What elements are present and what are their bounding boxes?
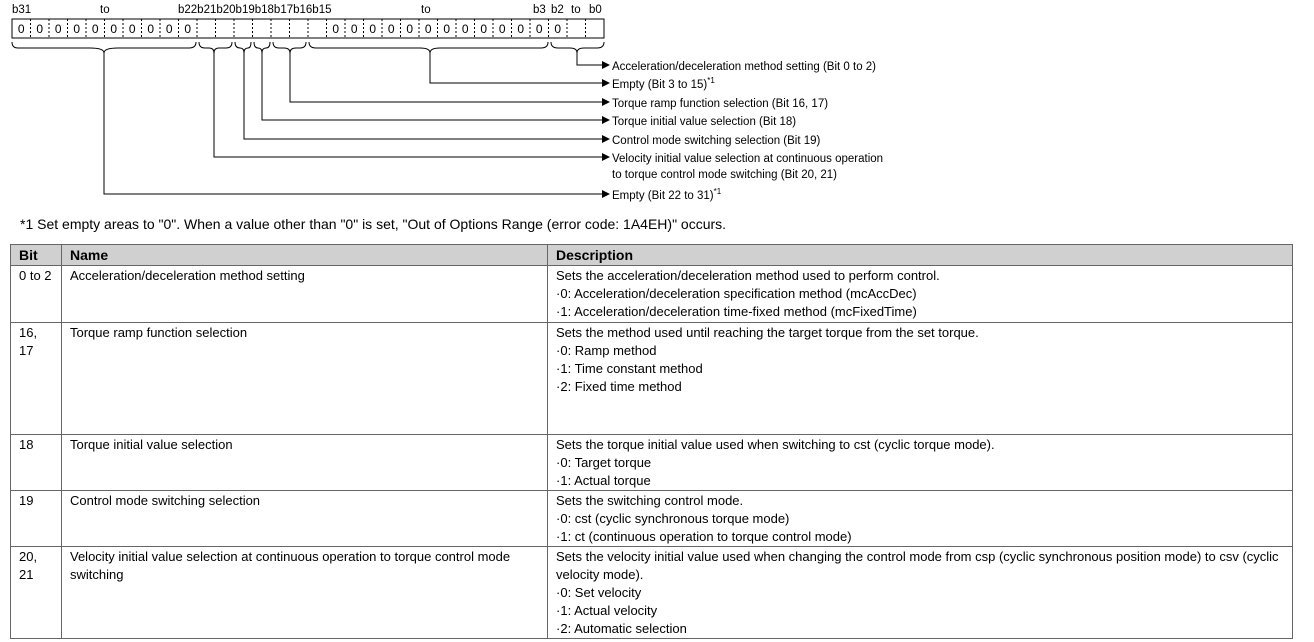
bit-line: 18 bbox=[19, 437, 34, 452]
annotation-bit-3-15: Empty (Bit 3 to 15)$^{*1}$ bbox=[612, 76, 715, 91]
brace-bit-20-21 bbox=[199, 42, 232, 53]
bit-value-b3: 0 bbox=[535, 22, 543, 36]
footnote-ref: *1 bbox=[713, 187, 722, 196]
brace-bit-18 bbox=[254, 42, 270, 53]
label-to-mid: to bbox=[421, 4, 431, 16]
bit-line: 17 bbox=[19, 343, 34, 358]
description-cell bbox=[548, 491, 1293, 547]
description-cell bbox=[548, 435, 1293, 491]
label-b31: b31 bbox=[12, 4, 32, 16]
name-cell: Torque ramp function selection bbox=[62, 323, 548, 435]
name-cell: Acceleration/deceleration method setting bbox=[62, 266, 548, 323]
brace-bit-16-17 bbox=[273, 42, 306, 53]
bit-value-b22: 0 bbox=[184, 22, 192, 36]
leader-bit-16-17 bbox=[290, 53, 609, 102]
bit-value-b7: 0 bbox=[461, 22, 469, 36]
description-cell bbox=[548, 547, 1293, 639]
description-text: Sets the torque initial value used when switching to cst (cyclic torque mode). bbox=[556, 437, 995, 452]
table-row bbox=[11, 547, 1293, 639]
leader-bit-19 bbox=[244, 53, 609, 139]
bit-value-b5: 0 bbox=[498, 22, 506, 36]
annotation-bit-19: Control mode switching selection (Bit 19) bbox=[612, 135, 821, 147]
option-item: · 0: Ramp method bbox=[556, 342, 1286, 360]
description-text: Sets the method used until reaching the target torque from the set torque. bbox=[556, 325, 979, 340]
label-to-left: to bbox=[100, 4, 110, 16]
bit-value-b30: 0 bbox=[36, 22, 44, 36]
bit-cell bbox=[11, 491, 62, 547]
table-row bbox=[11, 323, 1293, 435]
bit-value-b14: 0 bbox=[332, 22, 340, 36]
table-header-row bbox=[11, 245, 1293, 266]
annotation-bit-16-17: Torque ramp function selection (Bit 16, 17) bbox=[612, 98, 829, 110]
name-cell: Control mode switching selection bbox=[62, 491, 548, 547]
bit-value-b4: 0 bbox=[517, 22, 525, 36]
bit-group-braces bbox=[12, 42, 604, 53]
leader-bit-20-21 bbox=[214, 53, 609, 157]
description-cell bbox=[548, 266, 1293, 323]
bit-value-b12: 0 bbox=[369, 22, 377, 36]
bit-cell bbox=[11, 266, 62, 323]
bit-value-b13: 0 bbox=[350, 22, 358, 36]
bit-layout-diagram bbox=[0, 0, 1314, 210]
brace-bit-22-31 bbox=[12, 42, 196, 53]
label-b2: b2 bbox=[551, 4, 564, 16]
annotation-bit-0-2: Acceleration/deceleration method setting (Bit 0 to 2) bbox=[612, 61, 877, 73]
bit-cell bbox=[11, 435, 62, 491]
description-cell bbox=[548, 323, 1293, 435]
option-item: · 1: Actual velocity bbox=[556, 602, 1286, 620]
option-item: · 0: cst (cyclic synchronous torque mode) bbox=[556, 510, 1286, 528]
bit-value-b24: 0 bbox=[147, 22, 155, 36]
header-description: Description bbox=[548, 245, 1293, 266]
bit-value-b31: 0 bbox=[17, 22, 25, 36]
table-row bbox=[11, 491, 1293, 547]
table-row bbox=[11, 435, 1293, 491]
bit-value-b9: 0 bbox=[424, 22, 432, 36]
annotation-bit-18: Torque initial value selection (Bit 18) bbox=[612, 116, 797, 128]
bit-value-b27: 0 bbox=[91, 22, 99, 36]
description-text: Sets the acceleration/deceleration method used to perform control. bbox=[556, 268, 940, 283]
bit-value-b25: 0 bbox=[128, 22, 136, 36]
header-name: Name bbox=[62, 245, 548, 266]
header-bit: Bit bbox=[11, 245, 62, 266]
label-b22-b15: b22b21b20b19b18b17b16b15 bbox=[178, 4, 332, 16]
bit-line: 16, bbox=[19, 325, 38, 340]
bit-line: 20, bbox=[19, 549, 38, 564]
label-b3: b3 bbox=[533, 4, 546, 16]
brace-bit-0-2 bbox=[551, 42, 604, 53]
bit-value-b23: 0 bbox=[165, 22, 173, 36]
bit-value-b8: 0 bbox=[443, 22, 451, 36]
option-item: · 1: Actual torque bbox=[556, 472, 1286, 490]
option-item: · 0: Acceleration/deceleration specification method (mcAccDec) bbox=[556, 285, 1286, 303]
label-to-right: to bbox=[571, 4, 581, 16]
option-item: · 1: Acceleration/deceleration time-fixed method (mcFixedTime) bbox=[556, 303, 1286, 321]
annotation-bit-22-31: Empty (Bit 22 to 31)$^{*1}$ bbox=[612, 187, 722, 202]
option-item: · 2: Fixed time method bbox=[556, 378, 1286, 396]
leader-bit-18 bbox=[262, 53, 609, 120]
leader-bit-0-2 bbox=[577, 53, 609, 65]
bit-value-b6: 0 bbox=[480, 22, 488, 36]
description-text: Sets the velocity initial value used when changing the control mode from csp (cyclic synchronous position mode) to csv (cyclic velocity mode). bbox=[556, 549, 1279, 582]
annotation-bit-20-21-line2: to torque control mode switching (Bit 20, 21) bbox=[612, 169, 838, 181]
brace-bit-19 bbox=[235, 42, 251, 53]
footnote: *1 Set empty areas to "0". When a value other than "0" is set, "Out of Options Range (error code: 1A4EH)" occurs. bbox=[20, 216, 727, 232]
bit-value-b29: 0 bbox=[54, 22, 62, 36]
option-item: · 2: Automatic selection bbox=[556, 620, 1286, 638]
bit-line: 19 bbox=[19, 493, 34, 508]
brace-bit-3-15 bbox=[309, 42, 548, 53]
option-item: · 0: Target torque bbox=[556, 454, 1286, 472]
option-item: · 1: ct (continuous operation to torque control mode) bbox=[556, 528, 1286, 546]
bit-line: 0 to 2 bbox=[19, 268, 52, 283]
name-cell: Velocity initial value selection at continuous operation to torque control mode switching bbox=[62, 547, 548, 639]
bit-value-b11: 0 bbox=[387, 22, 395, 36]
footnote-ref: *1 bbox=[707, 76, 715, 85]
bit-value-b2: 0 bbox=[554, 22, 562, 36]
annotation-bit-20-21: Velocity initial value selection at continuous operation bbox=[612, 153, 884, 165]
name-cell: Torque initial value selection bbox=[62, 435, 548, 491]
bit-value-b28: 0 bbox=[73, 22, 81, 36]
bit-cell bbox=[11, 323, 62, 435]
leader-bit-22-31 bbox=[104, 53, 609, 194]
description-text: Sets the switching control mode. bbox=[556, 493, 744, 508]
table-row bbox=[11, 266, 1293, 323]
label-b0: b0 bbox=[589, 4, 602, 16]
bit-cell bbox=[11, 547, 62, 639]
bit-description-table bbox=[10, 244, 1293, 639]
option-item: · 0: Set velocity bbox=[556, 584, 1286, 602]
bit-value-b10: 0 bbox=[406, 22, 414, 36]
option-item: · 1: Time constant method bbox=[556, 360, 1286, 378]
bit-value-b26: 0 bbox=[110, 22, 118, 36]
bit-cells bbox=[18, 19, 586, 38]
bit-line: 21 bbox=[19, 567, 34, 582]
leader-bit-3-15 bbox=[430, 53, 609, 83]
